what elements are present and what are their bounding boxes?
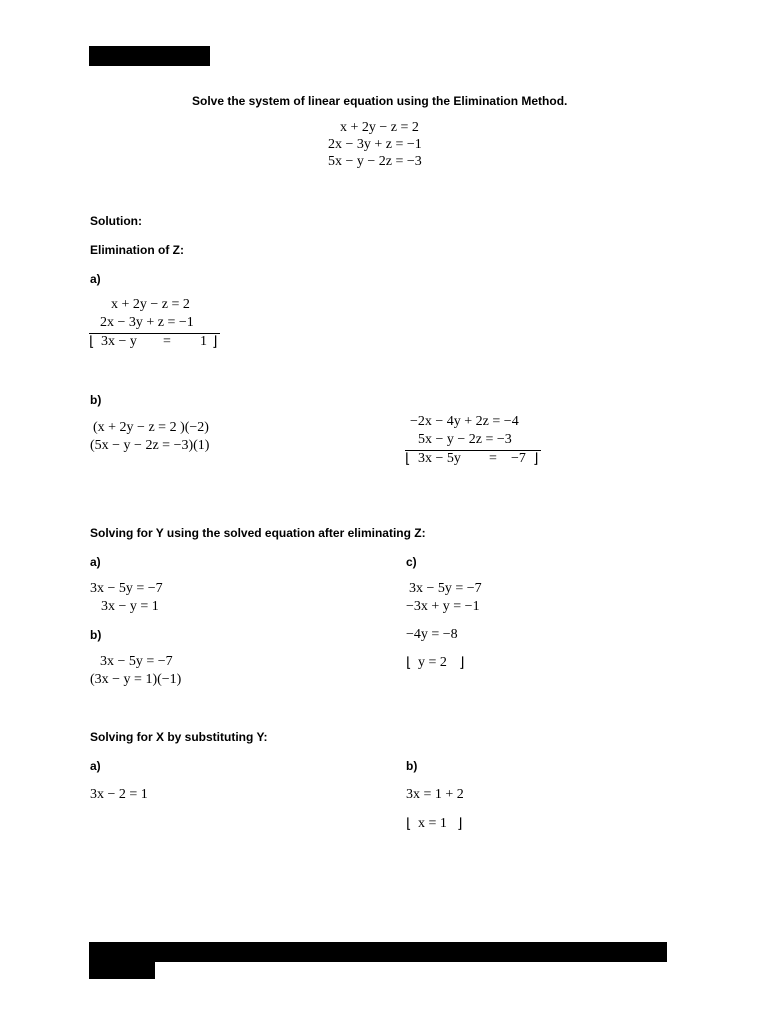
part-a-floor-open: ⌊ (89, 335, 95, 350)
problem-title: Solve the system of linear equation using the Elimination Method. (192, 94, 568, 108)
header-redaction (89, 46, 210, 66)
y-part-b-eq-2: (3x − y = 1)(−1) (90, 672, 182, 687)
part-b-right-eq-2: 5x − y − 2z = −3 (418, 432, 512, 447)
part-b-floor-open: ⌊ (405, 452, 411, 467)
part-a-result-equals: = (163, 334, 171, 349)
y-part-b-eq-1: 3x − 5y = −7 (100, 654, 173, 669)
x-part-b-label: b) (406, 759, 418, 773)
part-a-result-left: 3x − y (101, 334, 137, 349)
x-result-floor-open: ⌊ (406, 817, 412, 832)
part-a-label: a) (90, 272, 101, 286)
y-result-floor-open: ⌊ (406, 656, 412, 671)
x-part-b-eq: 3x = 1 + 2 (406, 787, 464, 802)
x-part-b-result: x = 1 (418, 816, 447, 831)
part-b-result-equals: = (489, 451, 497, 466)
y-part-c-label: c) (406, 555, 417, 569)
footer-redaction-bar (89, 942, 667, 962)
solution-heading: Solution: (90, 214, 142, 228)
footer-redaction-block (89, 960, 155, 979)
y-result-floor-close: ⌋ (459, 656, 465, 671)
y-part-b-label: b) (90, 628, 102, 642)
part-b-result-left: 3x − 5y (418, 451, 461, 466)
part-b-right-eq-1: −2x − 4y + 2z = −4 (410, 414, 519, 429)
solve-x-heading: Solving for X by substituting Y: (90, 730, 268, 744)
part-b-floor-close: ⌋ (533, 452, 539, 467)
y-part-c-result: y = 2 (418, 655, 447, 670)
solve-y-heading: Solving for Y using the solved equation after eliminating Z: (90, 526, 426, 540)
x-result-floor-close: ⌋ (457, 817, 463, 832)
x-part-a-label: a) (90, 759, 101, 773)
y-part-a-eq-1: 3x − 5y = −7 (90, 581, 163, 596)
y-part-c-eq-1: 3x − 5y = −7 (409, 581, 482, 596)
part-a-eq-2: 2x − 3y + z = −1 (100, 315, 194, 330)
part-b-result-right: −7 (511, 451, 526, 466)
part-a-floor-close: ⌋ (212, 335, 218, 350)
elimination-z-heading: Elimination of Z: (90, 243, 184, 257)
x-part-a-eq: 3x − 2 = 1 (90, 787, 148, 802)
y-part-a-label: a) (90, 555, 101, 569)
part-b-left-eq-1: (x + 2y − z = 2 )(−2) (93, 420, 209, 435)
part-b-label: b) (90, 393, 102, 407)
system-eq-1: x + 2y − z = 2 (340, 120, 419, 135)
system-eq-2: 2x − 3y + z = −1 (328, 137, 422, 152)
part-b-left-eq-2: (5x − y − 2z = −3)(1) (90, 438, 210, 453)
system-eq-3: 5x − y − 2z = −3 (328, 154, 422, 169)
part-a-eq-1: x + 2y − z = 2 (111, 297, 190, 312)
part-a-result-right: 1 (200, 334, 207, 349)
y-part-c-eq-2: −3x + y = −1 (406, 599, 480, 614)
y-part-c-step: −4y = −8 (406, 627, 458, 642)
y-part-a-eq-2: 3x − y = 1 (101, 599, 159, 614)
